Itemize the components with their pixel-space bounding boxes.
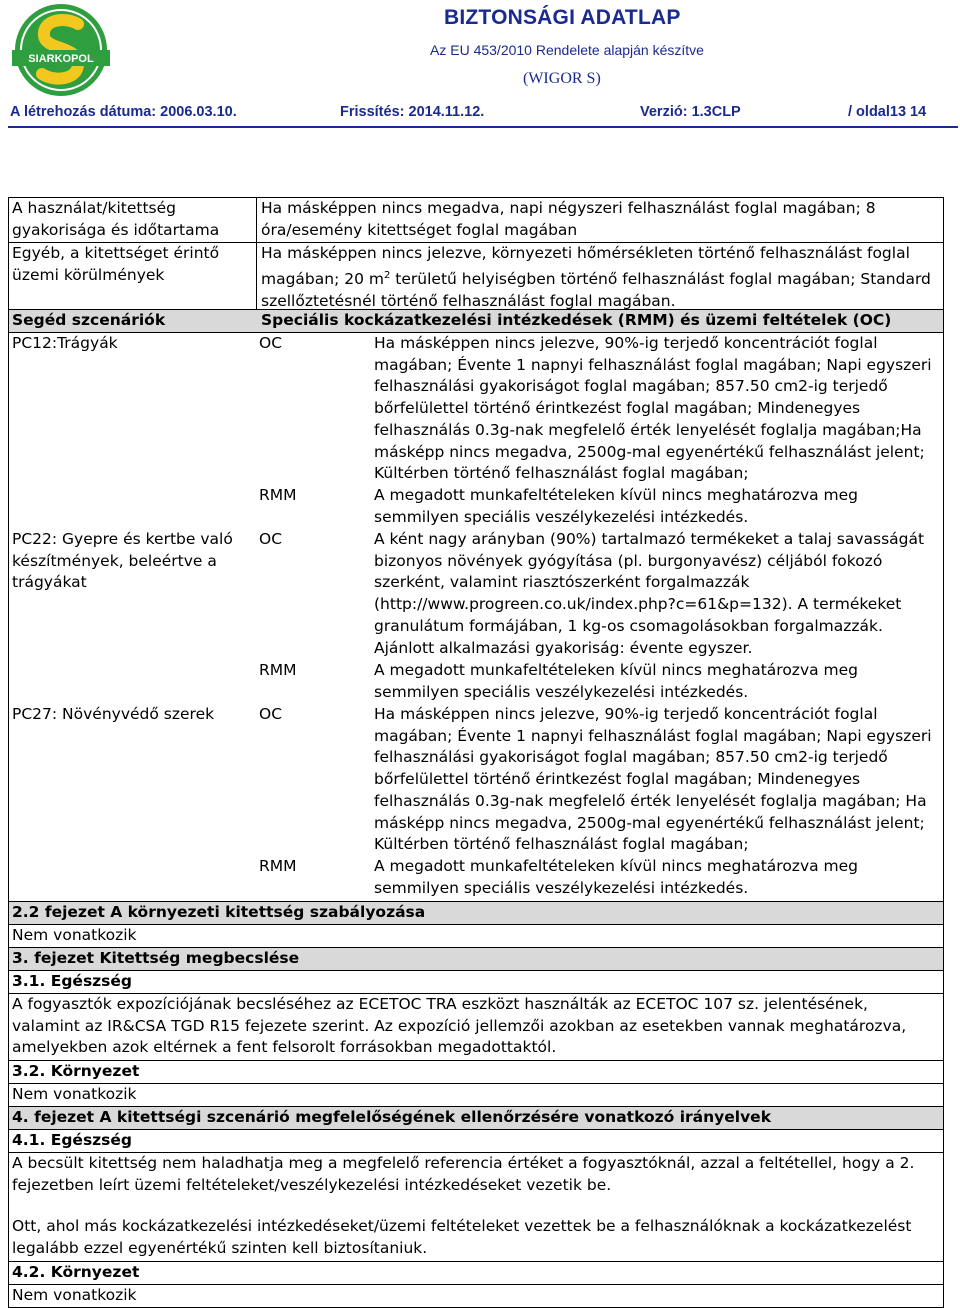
scenario-header-row — [9, 310, 943, 333]
section-text: Nem vonatkozik — [9, 1084, 943, 1107]
condition-text — [258, 243, 944, 312]
subsection-heading: 4.2. Környezet — [9, 1262, 943, 1285]
scenario-type: OC — [259, 530, 283, 548]
company-logo — [6, 2, 116, 98]
page-number: / oldal13 14 — [848, 104, 927, 120]
subsection-heading: 4.1. Egészség — [9, 1130, 943, 1153]
section-text: Nem vonatkozik — [9, 925, 943, 948]
section-paragraphs — [9, 1153, 943, 1262]
product-name: (WIGOR S) — [523, 70, 601, 87]
document-header — [0, 0, 960, 130]
scenario-text: A ként nagy arányban (90%) tartalmazó termékeket a talaj savasságát bizonyos növények gyógyítása (pl. burgonyavész) céljából fokozó szerként, valamint riasztószerként forgalmazzák (http://www.progreen.co.uk/index.php?c=61&p=132). A termékeket granulátum formájában, 1 kg-os csomagolásokban forgalmazzák. Ajánlott alkalmazási gyakoriság: évente egyszer. — [374, 530, 925, 657]
scenario-name: PC12:Trágyák — [12, 334, 118, 352]
svg-text:SIARKOPOL: SIARKOPOL — [28, 53, 94, 65]
scenario-text: A megadott munkafeltételeken kívül nincs meghatározva meg semmilyen speciális veszélykezelési intézkedés. — [374, 857, 859, 897]
scenario-type: RMM — [259, 486, 297, 504]
header-divider — [8, 126, 958, 128]
condition-text-part: területű helyiségben történő felhasználást foglal magában; Standard szellőztetésnél történő felhasználást foglal magában. — [261, 269, 931, 310]
subsection-heading: 3.2. Környezet — [9, 1061, 943, 1084]
section-heading: 4. fejezet A kitettségi szcenárió megfelelőségének ellenőrzésére vonatkozó irányelvek — [9, 1107, 943, 1130]
scenario-text: Ha másképpen nincs jelezve, 90%-ig terjedő koncentrációt foglal magában; Évente 1 napnyi felhasználást foglal magában; Napi egyszeri felhasználási gyakoriságot foglal magában; 857.50 cm2-ig terjedő bőrfelülettel történő érintkezést foglal magában; Mindenegyes felhasználás 0.3g-nak megfelelő érték lenyelését foglalja magában; Ha másképp nincs megadva, 2500g-mal egyenértékű felhasználást jelent; Kültérben történő felhasználást foglal magában; — [374, 705, 932, 854]
scenario-name: PC27: Növényvédő szerek — [12, 705, 215, 723]
section-text: A fogyasztók expozíciójának becsléséhez az ECETOC TRA eszközt használták az ECETOC 107 sz. jelentésének, valamint az IR&CSA TGD R15 fejezete szerint. Az expozíció jellemzői azokban az esetekben vannak meghatározva, amelyekben azok eltérnek a fent felsorolt forrásokban megadottaktól. — [9, 994, 943, 1061]
scenario-text: Ha másképpen nincs jelezve, 90%-ig terjedő koncentrációt foglal magában; Évente 1 napnyi felhasználást foglal magában; Napi egyszeri felhasználási gyakoriságot foglal magában; 857.50 cm2-ig terjedő bőrfelülettel történő érintkezést foglal magában; Mindenegyes felhasználás 0.3g-nak megfelelő érték lenyelését foglalja magában;Ha másképp nincs megadva, 2500g-mal egyenértékű felhasználást jelent; Kültérben történő felhasználást foglal magában; — [374, 334, 932, 483]
superscript: 2 — [384, 269, 391, 281]
conditions-row-frequency — [9, 198, 943, 243]
section-heading: 3. fejezet Kitettség megbecslése — [9, 948, 943, 971]
subsection-heading: 3.1. Egészség — [9, 971, 943, 994]
document-subtitle: Az EU 453/2010 Rendelete alapján készítve — [430, 42, 704, 58]
scenario-header-right: Speciális kockázatkezelési intézkedések (RMM) és üzemi feltételek (OC) — [261, 311, 892, 329]
document-table — [8, 197, 944, 1308]
condition-label: Egyéb, a kitettséget érintő üzemi körülmények — [12, 244, 220, 284]
scenario-type: RMM — [259, 857, 297, 875]
scenario-type: OC — [259, 705, 283, 723]
section-text: Nem vonatkozik — [12, 1286, 137, 1304]
scenario-text: A megadott munkafeltételeken kívül nincs meghatározva meg semmilyen speciális veszélykezelési intézkedés. — [374, 661, 859, 701]
creation-date: A létrehozás dátuma: 2006.03.10. — [10, 104, 237, 120]
scenario-type: RMM — [259, 661, 297, 679]
section-text: A becsült kitettség nem haladhatja meg a megfelelő referencia értéket a fogyasztóknál, azzal a feltétellel, hogy a 2. fejezetben leírt üzemi feltételeket/veszélykezelési intézkedéseket vezetik be. — [12, 1154, 915, 1194]
version: Verzió: 1.3CLP — [640, 104, 741, 120]
section-text: Ott, ahol más kockázatkezelési intézkedéseket/üzemi feltételeket vezettek be a felhasználóknak a kockázatkezelést legalább ezzel egyenértékű szinten kell biztosítaniuk. — [12, 1217, 912, 1258]
conditions-row-operational — [9, 243, 943, 310]
update-date: Frissítés: 2014.11.12. — [340, 104, 485, 120]
scenario-header-left: Segéd szcenáriók — [12, 311, 166, 329]
scenario-type: OC — [259, 334, 283, 352]
condition-text-part: Ha másképpen nincs jelezve, környezeti hőmérsékleten történő felhasználást foglal magában; 20 m — [261, 244, 910, 288]
condition-label: A használat/kitettség gyakorisága és időtartama — [12, 199, 220, 239]
condition-text: Ha másképpen nincs megadva, napi négyszeri felhasználást foglal magában; 8 óra/esemény kitettséget foglal magában — [261, 199, 876, 239]
scenarios-block — [9, 333, 943, 902]
section-heading: 2.2 fejezet A környezeti kitettség szabályozása — [9, 902, 943, 925]
scenario-name: PC22: Gyepre és kertbe való készítmények, beleértve a trágyákat — [12, 530, 233, 592]
document-title: BIZTONSÁGI ADATLAP — [444, 6, 681, 29]
scenario-text: A megadott munkafeltételeken kívül nincs meghatározva meg semmilyen speciális veszélykezelési intézkedés. — [374, 486, 859, 526]
